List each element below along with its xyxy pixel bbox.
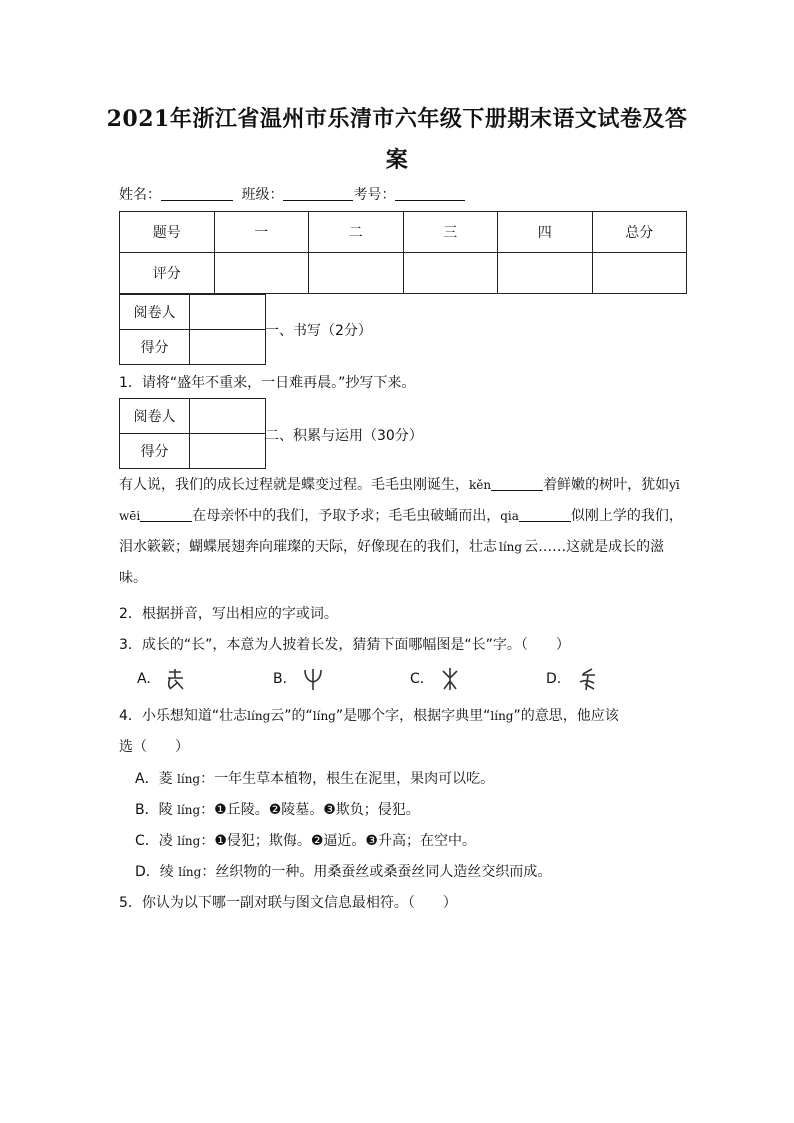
passage-text: 泪水簌簌；蝴蝶展翅奔向璀璨的天际，好像现在的我们，壮志 bbox=[119, 539, 497, 555]
option-head: B．陵 bbox=[135, 802, 178, 818]
score-header-cell: 总分 bbox=[592, 212, 687, 253]
score-value-cell[interactable] bbox=[190, 434, 266, 469]
score-label: 得分 bbox=[120, 434, 190, 469]
score-table-header-row bbox=[120, 212, 687, 253]
pinyin-hint: wēi bbox=[119, 509, 141, 523]
pinyin-hint: líng bbox=[177, 772, 201, 786]
q4-option-c[interactable] bbox=[135, 830, 476, 850]
q3-option-b[interactable] bbox=[273, 666, 326, 692]
name-blank[interactable] bbox=[161, 186, 233, 201]
option-text: ：一年生草本植物，根生在泥里，果肉可以吃。 bbox=[200, 771, 495, 787]
answer-blank[interactable] bbox=[140, 507, 192, 522]
q4-option-b[interactable] bbox=[135, 799, 420, 819]
answer-blank[interactable] bbox=[519, 507, 571, 522]
score-cell[interactable] bbox=[214, 253, 309, 294]
score-value-cell[interactable] bbox=[190, 330, 266, 365]
exam-no-blank[interactable] bbox=[395, 186, 465, 201]
option-letter: C. bbox=[410, 671, 425, 687]
passage-line bbox=[119, 532, 689, 563]
passage-text: 在母亲怀中的我们，予取予求；毛毛虫破蛹而出， bbox=[192, 508, 501, 524]
grader-box-section-1 bbox=[119, 294, 266, 365]
q3-option-d[interactable] bbox=[546, 666, 600, 692]
passage-text: 似刚上学的我们， bbox=[570, 508, 683, 524]
question-2: 2．根据拼音，写出相应的字或词。 bbox=[119, 606, 338, 622]
question-4 bbox=[119, 705, 689, 725]
pinyin-hint: kěn bbox=[469, 478, 492, 492]
option-head: C．凌 bbox=[135, 833, 178, 849]
ancient-glyph-d-icon bbox=[574, 666, 600, 692]
score-header-cell: 四 bbox=[498, 212, 593, 253]
score-table-score-row bbox=[120, 253, 687, 294]
score-cell[interactable] bbox=[309, 253, 404, 294]
passage-text: 有人说，我们的成长过程就是蝶变过程。毛毛虫刚诞生， bbox=[119, 477, 469, 493]
q4-option-a[interactable] bbox=[135, 768, 494, 788]
pinyin-hint: qia bbox=[500, 509, 519, 523]
exam-no-label: 考号： bbox=[353, 187, 396, 203]
score-cell[interactable] bbox=[498, 253, 593, 294]
option-letter: D. bbox=[546, 671, 562, 687]
question-text: 4．小乐想知道“壮志 bbox=[119, 708, 248, 724]
question-text: ”的意思，他应该 bbox=[513, 708, 619, 724]
pinyin-hint: líng bbox=[177, 834, 201, 848]
class-blank[interactable] bbox=[283, 186, 353, 201]
reviewer-label: 阅卷人 bbox=[120, 399, 190, 434]
document-title-line2: 案 bbox=[385, 147, 409, 173]
section-2-title: 二、积累与运用（30分） bbox=[265, 428, 423, 444]
option-letter: B. bbox=[273, 671, 288, 687]
score-row-label: 评分 bbox=[120, 253, 215, 294]
name-label: 姓名： bbox=[119, 187, 161, 203]
section-1-title: 一、书写（2分） bbox=[265, 323, 372, 339]
question-text: ”是哪个字，根据字典里“ bbox=[335, 708, 491, 724]
reviewer-cell[interactable] bbox=[190, 399, 266, 434]
pinyin-hint: líng bbox=[247, 709, 271, 723]
passage-text: 味。 bbox=[119, 570, 147, 586]
passage-text: 着鲜嫩的树叶，犹如 bbox=[543, 477, 670, 493]
ancient-glyph-b-icon bbox=[300, 666, 326, 692]
ancient-glyph-a-icon bbox=[163, 666, 189, 692]
option-letter: A. bbox=[137, 671, 151, 687]
question-1: 1．请将“盛年不重来，一日难再晨。”抄写下来。 bbox=[119, 375, 416, 391]
option-text: ：丝织物的一种。用桑蚕丝或桑蚕丝同人造丝交织而成。 bbox=[201, 864, 552, 880]
score-header-cell: 题号 bbox=[120, 212, 215, 253]
passage-line bbox=[119, 470, 689, 501]
option-head: D．绫 bbox=[135, 864, 179, 880]
question-5: 5．你认为以下哪一副对联与图文信息最相符。（ ） bbox=[119, 895, 457, 911]
score-label: 得分 bbox=[120, 330, 190, 365]
reviewer-label: 阅卷人 bbox=[120, 295, 190, 330]
question-text: 云”的“ bbox=[270, 708, 313, 724]
answer-blank[interactable] bbox=[491, 476, 543, 491]
document-title-line1: 2021年浙江省温州市乐清市六年级下册期末语文试卷及答 bbox=[106, 106, 688, 132]
pinyin-hint: líng bbox=[178, 865, 202, 879]
passage-line bbox=[119, 501, 689, 532]
pinyin-hint: líng bbox=[312, 709, 336, 723]
pinyin-hint: líng bbox=[490, 709, 514, 723]
score-header-cell: 二 bbox=[309, 212, 404, 253]
grader-box-section-2 bbox=[119, 398, 266, 469]
option-head: A．菱 bbox=[135, 771, 178, 787]
pinyin-hint: yī bbox=[669, 478, 680, 492]
option-text: ：❶丘陵。❷陵墓。❸欺负；侵犯。 bbox=[200, 802, 420, 818]
reviewer-cell[interactable] bbox=[190, 295, 266, 330]
question-3: 3．成长的“长”，本意为人披着长发，猜猜下面哪幅图是“长”字。（ ） bbox=[119, 637, 570, 653]
q3-option-c[interactable] bbox=[410, 666, 463, 692]
ancient-glyph-c-icon bbox=[437, 666, 463, 692]
passage-text: 云……这就是成长的滋 bbox=[524, 539, 665, 555]
class-label: 班级： bbox=[241, 187, 284, 203]
question-4-line2: 选（ ） bbox=[119, 739, 189, 755]
option-text: ：❶侵犯；欺侮。❷逼近。❸升高；在空中。 bbox=[200, 833, 476, 849]
score-cell[interactable] bbox=[403, 253, 498, 294]
pinyin-hint: líng bbox=[499, 540, 523, 554]
student-info-line bbox=[119, 184, 465, 204]
passage-line bbox=[119, 563, 689, 594]
q3-option-a[interactable] bbox=[137, 666, 189, 692]
score-table bbox=[119, 211, 687, 294]
pinyin-hint: líng bbox=[177, 803, 201, 817]
q4-option-d[interactable] bbox=[135, 861, 551, 881]
reading-passage bbox=[119, 470, 689, 594]
score-cell[interactable] bbox=[592, 253, 687, 294]
score-header-cell: 三 bbox=[403, 212, 498, 253]
score-header-cell: 一 bbox=[214, 212, 309, 253]
